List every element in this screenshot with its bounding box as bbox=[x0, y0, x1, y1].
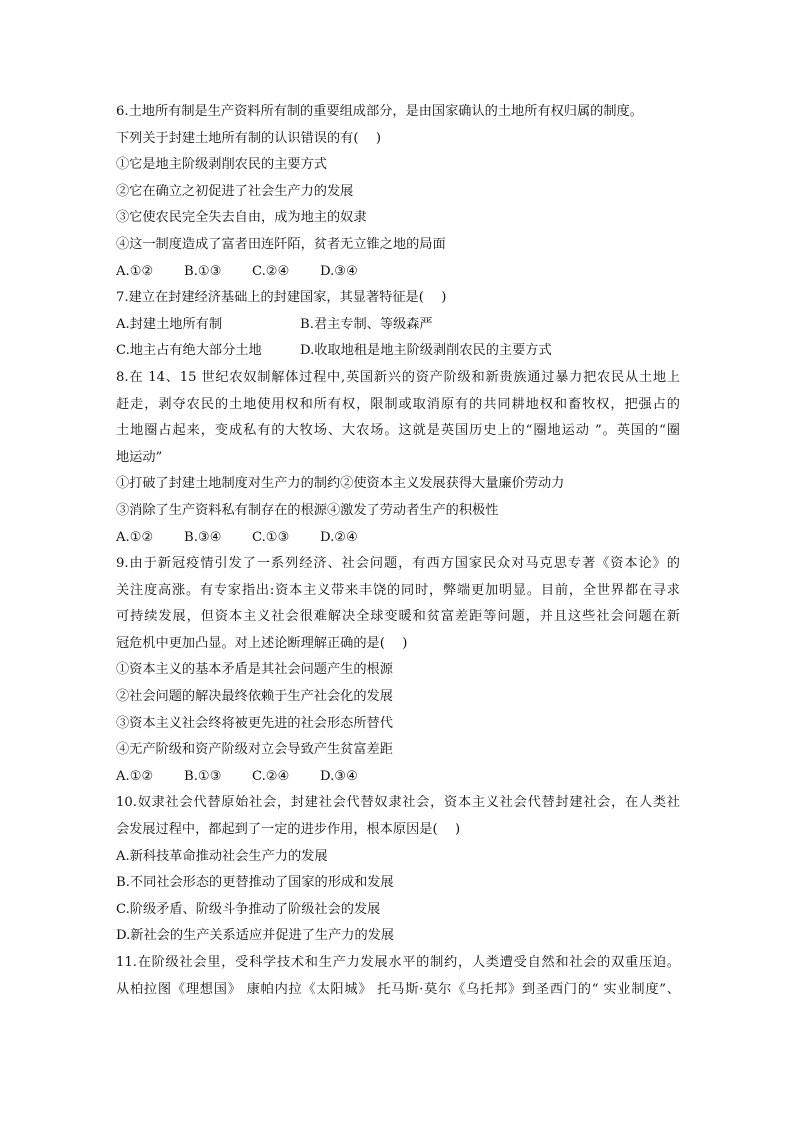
q6-option-a: A.①② bbox=[116, 263, 154, 279]
q8-option-a: A.①② bbox=[116, 529, 154, 545]
q6-option-c: C.②④ bbox=[252, 263, 290, 279]
q6-item-1: ①它是地主阶级剥削农民的主要方式 bbox=[116, 157, 327, 173]
q6-option-d: D.③④ bbox=[320, 263, 358, 279]
q8-stem-line4: 地运动” bbox=[116, 449, 163, 465]
q6-options bbox=[116, 259, 680, 286]
q7-stem: 7.建立在封建经济基础上的封建国家，其显著特征是( ) bbox=[116, 290, 447, 306]
q9-stem-line4: 冠危机中更加凸显。对上述论断理解正确的是( ) bbox=[116, 635, 408, 651]
q8-items-line2: ③消除了生产资料私有制存在的根源④激发了劳动者生产的积极性 bbox=[116, 502, 499, 518]
q8-option-c: C.①③ bbox=[252, 529, 290, 545]
question-content bbox=[116, 99, 680, 1003]
q10-option-b: B.不同社会形态的更替推动了国家的形成和发展 bbox=[116, 875, 394, 891]
q9-item-4: ④无产阶级和资产阶级对立会导致产生贫富差距 bbox=[116, 742, 393, 758]
q7-option-d: D.收取地租是地主阶级剥削农民的主要方式 bbox=[300, 343, 552, 359]
q9-item-3: ③资本主义社会终将被更先进的社会形态所替代 bbox=[116, 715, 393, 731]
q7-option-c: C.地主占有绝大部分土地 bbox=[116, 343, 262, 359]
q6-item-3: ③它使农民完全失去自由，成为地主的奴隶 bbox=[116, 210, 367, 226]
q6-stem-line2: 下列关于封建土地所有制的认识错误的有( ) bbox=[116, 130, 382, 146]
q11-stem-line1: 11.在阶级社会里，受科学技术和生产力发展水平的制约，人类遭受自然和社会的双重压迫。 bbox=[116, 955, 680, 970]
q10-stem-line2: 会发展过程中，都起到了一定的进步作用，根本原因是( ) bbox=[116, 822, 461, 838]
q8-option-d: D.②④ bbox=[320, 529, 358, 545]
q7-option-a: A.封建土地所有制 bbox=[116, 316, 223, 332]
q8-option-b: B.③④ bbox=[184, 529, 222, 545]
q9-stem-line3: 可持续发展，但资本主义社会很难解决全球变暖和贫富差距等问题，并且这些社会问题在新 bbox=[116, 609, 680, 625]
q7-options-row2 bbox=[116, 338, 680, 365]
q7-option-b: B.君主专制、等级森严 bbox=[300, 316, 433, 332]
q8-stem-line3: 土地圈占起来，变成私有的大牧场、大农场。这就是英国历史上的“圈地运动 ”。英国的“圈 bbox=[116, 423, 680, 439]
q10-option-a: A.新科技革命推动社会生产力的发展 bbox=[116, 848, 328, 864]
q9-stem-line2: 关注度高涨。有专家指出:资本主义带来丰饶的同时，弊端更加明显。目前，全世界都在寻求 bbox=[116, 582, 680, 598]
q8-items-line1: ①打破了封建土地制度对生产力的制约②使资本主义发展获得大量廉价劳动力 bbox=[116, 476, 565, 492]
q6-item-2: ②它在确立之初促进了社会生产力的发展 bbox=[116, 183, 354, 199]
q6-option-b: B.①③ bbox=[184, 263, 222, 279]
q9-option-a: A.①② bbox=[116, 768, 154, 784]
q9-option-d: D.③④ bbox=[320, 768, 358, 784]
q8-options bbox=[116, 525, 680, 552]
q8-stem-line1: 8.在 14、15 世纪农奴制解体过程中,英国新兴的资产阶级和新贵族通过暴力把农民从土地上 bbox=[116, 369, 680, 385]
q6-item-4: ④这一制度造成了富者田连阡陌，贫者无立锥之地的局面 bbox=[116, 236, 446, 252]
q10-option-d: D.新社会的生产关系适应并促进了生产力的发展 bbox=[116, 928, 395, 944]
q10-option-c: C.阶级矛盾、阶级斗争推动了阶级社会的发展 bbox=[116, 901, 381, 917]
q7-options-row1 bbox=[116, 312, 680, 339]
q6-stem-line1: 6.土地所有制是生产资料所有制的重要组成部分，是由国家确认的土地所有权归属的制度。 bbox=[116, 104, 643, 119]
q9-option-b: B.①③ bbox=[184, 768, 222, 784]
q10-stem-line1: 10.奴隶社会代替原始社会，封建社会代替奴隶社会，资本主义社会代替封建社会，在人类社 bbox=[116, 795, 680, 811]
q9-item-1: ①资本主义的基本矛盾是其社会问题产生的根源 bbox=[116, 662, 393, 678]
q9-options bbox=[116, 764, 680, 791]
q9-stem-line1: 9.由于新冠疫情引发了一系列经济、社会问题，有西方国家民众对马克思专著《资本论》的 bbox=[116, 556, 680, 572]
q9-item-2: ②社会问题的解决最终依赖于生产社会化的发展 bbox=[116, 689, 393, 705]
q8-stem-line2: 赶走，剥夺农民的土地使用权和所有权，限制或取消原有的共同耕地权和畜牧权，把强占的 bbox=[116, 396, 680, 412]
q9-option-c: C.②④ bbox=[252, 768, 290, 784]
q11-stem-line2: 从柏拉图《理想国》 康帕内拉《太阳城》 托马斯·莫尔《乌托邦》到圣西门的“ 实业制度”、 bbox=[116, 981, 680, 997]
